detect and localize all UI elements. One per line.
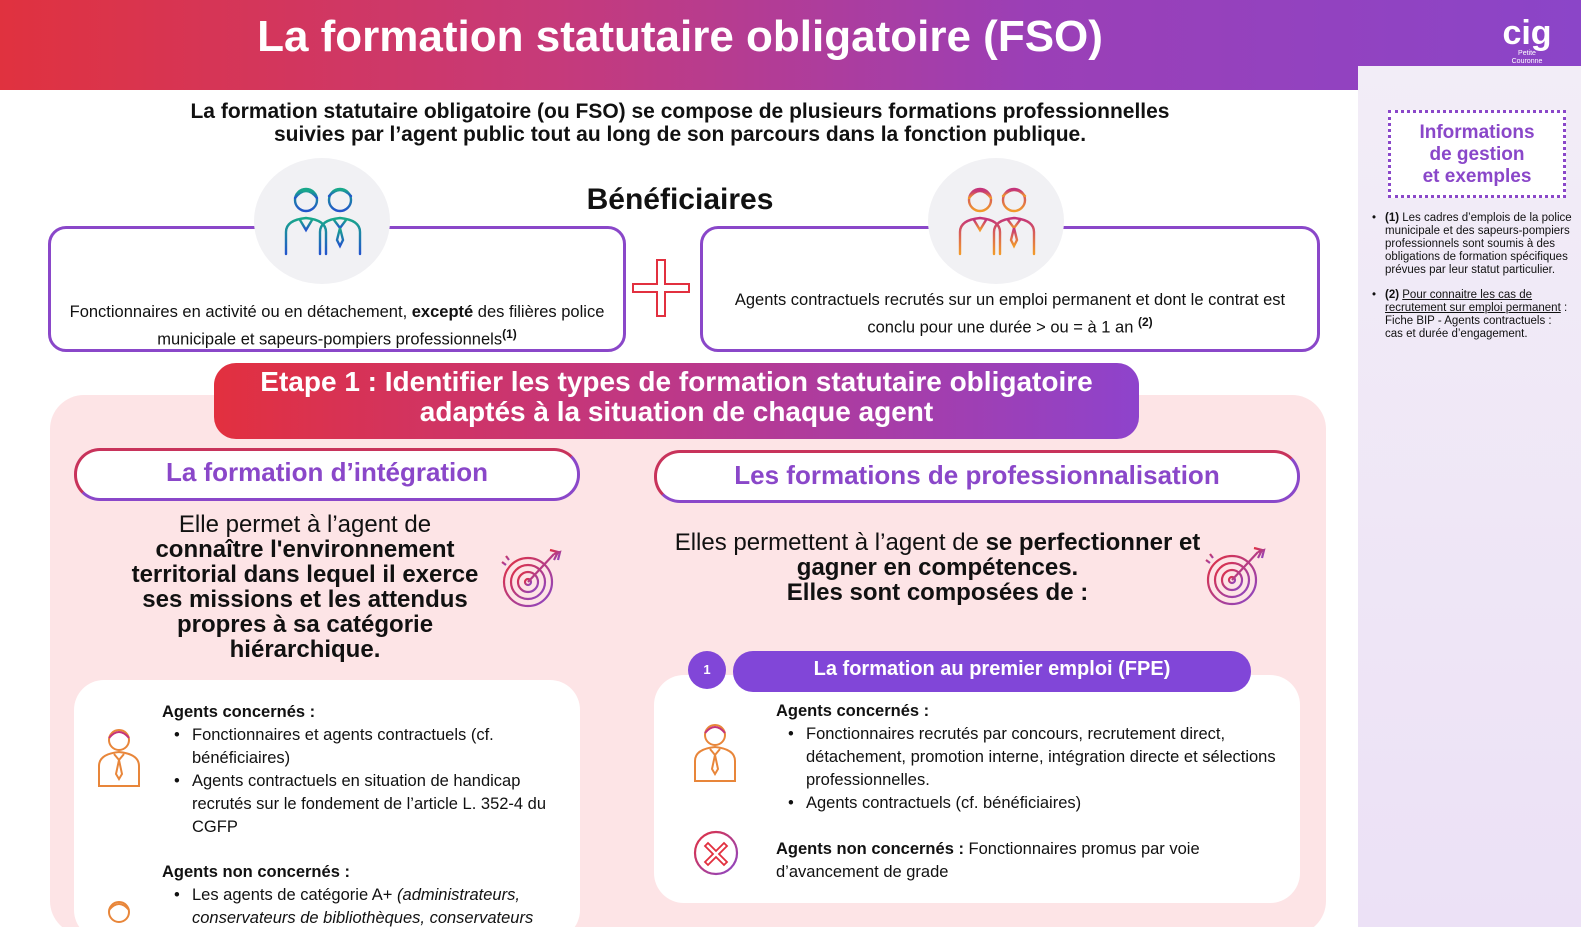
fpe-concerned-list (776, 723, 1276, 815)
fpe-not-concerned-title: Agents non concernés : (776, 840, 964, 858)
integration-concerned-title: Agents concernés : (162, 703, 316, 721)
list-item (162, 884, 572, 927)
side-box-line3: et exemples (1422, 166, 1532, 187)
side-notes (1372, 212, 1572, 353)
list-item: • Fonctionnaires recrutés par concours, recrutement direct, détachement, promotion interne, intégration directe et sélections professionnelles. (776, 723, 1276, 792)
side-panel (1358, 66, 1581, 927)
agent-person-icon-2 (96, 898, 142, 927)
integration-not-concerned-list (162, 884, 572, 927)
not-concerned-text: Les agents de catégorie A+ (192, 886, 398, 904)
prof-desc-bold-2: Elles sont composées de : (786, 579, 1089, 606)
intro-line-1: La formation statutaire obligatoire (ou FSO) se compose de plusieurs formations professionnelles (190, 100, 1170, 123)
integration-description (110, 512, 500, 662)
side-box-line1: Informations (1419, 122, 1535, 143)
side-note-2-ref: (2) (1385, 289, 1400, 301)
agent-person-icon (96, 726, 142, 788)
benef-left-bold: excepté (411, 303, 474, 321)
logo-sub-text-1: Petite (1518, 50, 1536, 57)
fpe-concerned-title: Agents concernés : (776, 702, 930, 720)
fpe-title: La formation au premier emploi (FPE) (733, 651, 1251, 692)
page-title: La formation statutaire obligatoire (FSO) (257, 12, 1103, 61)
benef-left-text-a: Fonctionnaires en activité ou en détachement, (69, 303, 412, 321)
fonctionnaires-people-icon (254, 158, 390, 284)
fpe-concerned-block (776, 700, 1276, 815)
fpe-not-concerned-block (776, 838, 1246, 884)
integration-concerned-block (162, 701, 572, 839)
side-note-2-text: : Fiche BIP - Agents contractuels : cas et durée d’engagement. (1385, 302, 1568, 340)
agent-person-icon-3 (692, 721, 738, 783)
target-icon-2 (1202, 542, 1268, 608)
side-info-box (1388, 110, 1566, 198)
benef-right-sup: (2) (1137, 315, 1153, 329)
intro-text (140, 100, 1220, 146)
contractuels-people-icon (928, 158, 1064, 284)
fpe-not-concerned-text: Fonctionnaires promus par voie d’avancement de grade (776, 840, 1200, 881)
integration-desc-a: Elle permet à l’agent de (178, 511, 432, 538)
prof-desc-bold-1: se perfectionner et gagner en compétences. (796, 529, 1201, 581)
formations-professionnalisation-title: Les formations de professionnalisation (654, 450, 1300, 503)
integration-desc-bold: connaître l'environnement territorial dans lequel il exerce ses missions et les attendus propres à sa catégorie hiérarchique. (131, 536, 479, 663)
etape-line-1: Etape 1 : Identifier les types de formation statutaire obligatoire (260, 366, 1093, 397)
logo-main-text: cig (1502, 14, 1552, 52)
side-note-2-link[interactable]: Pour connaitre les cas de recrutement sur emploi permanent (1385, 289, 1561, 314)
side-note-1-ref: (1) (1385, 212, 1400, 224)
etape-line-2: adaptés à la situation de chaque agent (419, 396, 934, 427)
list-item: • Agents contractuels en situation de handicap recrutés sur le fondement de l’article L. 352-4 du CGFP (162, 770, 572, 839)
excluded-x-icon (692, 829, 740, 877)
integration-not-concerned-title: Agents non concernés : (162, 863, 350, 881)
intro-line-2: suivies par l’agent public tout au long de son parcours dans la fonction publique. (273, 123, 1087, 146)
professionnalisation-description (660, 530, 1215, 605)
target-icon (498, 544, 564, 610)
benef-right-text: Agents contractuels recrutés sur un emploi permanent et dont le contrat est conclu pour une durée > ou = à 1 an (734, 291, 1286, 337)
etape-1-banner (214, 363, 1139, 439)
not-concerned-italic: (administrateurs, conservateurs de bibliothèques, conservateurs (192, 886, 534, 927)
list-item: • Agents contractuels (cf. bénéficiaires) (776, 792, 1276, 815)
benef-left-text-b: des filières police municipale et sapeurs-pompiers professionnels (157, 303, 605, 349)
integration-concerned-list (162, 724, 572, 839)
formation-integration-title: La formation d’intégration (74, 448, 580, 501)
benef-left-sup: (1) (502, 327, 517, 341)
prof-desc-a: Elles permettent à l’agent de (674, 529, 986, 556)
side-box-line2: de gestion (1429, 144, 1525, 165)
beneficiaires-title: Bénéficiaires (586, 183, 774, 216)
header-banner (0, 0, 1581, 90)
integration-not-concerned-block (162, 861, 572, 927)
list-item: • Fonctionnaires et agents contractuels (cf. bénéficiaires) (162, 724, 572, 770)
plus-icon (631, 258, 691, 318)
logo-sub-text-2: Couronne (1511, 58, 1543, 65)
fpe-number-badge: 1 (688, 651, 726, 689)
side-note-1-text: Les cadres d’emplois de la police municipale et des sapeurs-pompiers professionnels sont soumis à des obligations de formation spécifiques prévues par leur statut particulier. (1385, 212, 1572, 276)
side-note-1 (1372, 212, 1572, 277)
side-note-2 (1372, 289, 1572, 341)
